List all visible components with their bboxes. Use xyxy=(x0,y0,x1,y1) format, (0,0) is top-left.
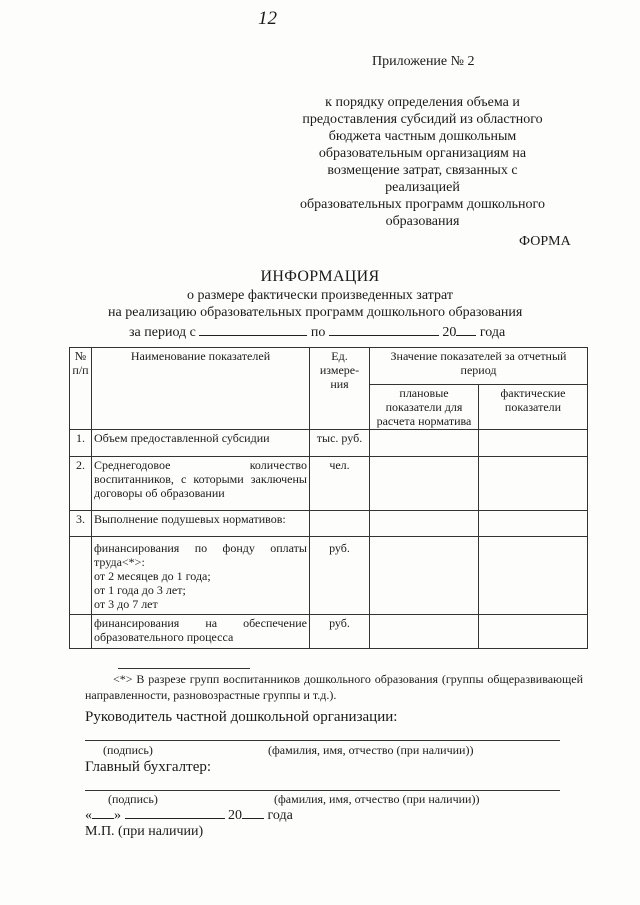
head-signature-label: Руководитель частной дошкольной организации: xyxy=(85,709,398,725)
planned-cell[interactable] xyxy=(370,537,479,615)
head-name-caption: (фамилия, имя, отчество (при наличии)) xyxy=(268,743,474,757)
table-row xyxy=(70,537,588,615)
reporting-period-line xyxy=(129,322,505,341)
page-number: 12 xyxy=(258,8,277,29)
footnote: <*> В разрезе групп воспитанников дошкольного образования (группы общеразвивающей направленности, разновозрастные группы и т.д.). xyxy=(85,672,583,702)
period-year-suffix: года xyxy=(479,325,506,340)
row-num: 1. xyxy=(70,430,92,457)
period-to-label: по xyxy=(310,325,326,340)
table-row xyxy=(70,615,588,649)
row-unit: тыс. руб. xyxy=(310,430,370,457)
actual-cell[interactable] xyxy=(479,457,588,511)
appendix-line: образовательным организациям на xyxy=(318,146,527,161)
footnote-divider xyxy=(118,668,250,669)
planned-cell[interactable] xyxy=(370,430,479,457)
indicators-table xyxy=(69,347,588,649)
header-unit: Ед. измере-ния xyxy=(310,348,370,430)
row-subitem: от 2 месяцев до 1 года; xyxy=(94,569,211,583)
accountant-signature-line[interactable] xyxy=(85,790,560,791)
date-day-field[interactable] xyxy=(92,806,114,819)
document-subtitle-line2: на реализацию образовательных программ дошкольного образования xyxy=(108,305,523,320)
appendix-line: образовательных программ дошкольного xyxy=(300,197,545,212)
row-subitem: от 3 до 7 лет xyxy=(94,597,158,611)
accountant-signature-label: Главный бухгалтер: xyxy=(85,759,212,775)
row-num xyxy=(70,537,92,615)
table-row xyxy=(70,457,588,511)
appendix-line: образования xyxy=(385,214,460,229)
planned-cell[interactable] xyxy=(370,511,479,537)
date-year-suffix: года xyxy=(267,808,293,823)
row-name xyxy=(92,537,310,615)
period-year-field[interactable] xyxy=(456,322,476,336)
actual-cell[interactable] xyxy=(479,430,588,457)
date-year-field[interactable] xyxy=(242,806,264,819)
actual-cell[interactable] xyxy=(479,615,588,649)
head-signature-line[interactable] xyxy=(85,740,560,741)
stamp-place-label: М.П. (при наличии) xyxy=(85,824,204,839)
header-actual: фактические показатели xyxy=(479,385,588,430)
row-unit xyxy=(310,511,370,537)
form-label: ФОРМА xyxy=(519,234,571,249)
row-num xyxy=(70,615,92,649)
period-prefix: за период с xyxy=(129,325,196,340)
period-end-field[interactable] xyxy=(329,322,439,336)
row-subitem: от 1 года до 3 лет; xyxy=(94,583,186,597)
row-num: 3. xyxy=(70,511,92,537)
date-year-prefix: 20 xyxy=(228,808,242,823)
actual-cell[interactable] xyxy=(479,537,588,615)
appendix-title: Приложение № 2 xyxy=(372,54,475,69)
appendix-line: к порядку определения объема и xyxy=(325,95,520,110)
header-planned: плановые показатели для расчета норматива xyxy=(370,385,479,430)
table-row xyxy=(70,430,588,457)
table-row xyxy=(70,511,588,537)
accountant-sign-caption: (подпись) xyxy=(108,792,158,806)
appendix-line: бюджета частным дошкольным xyxy=(328,129,517,144)
document-title: ИНФОРМАЦИЯ xyxy=(260,268,380,285)
header-values-group: Значение показателей за отчетный период xyxy=(370,348,588,385)
planned-cell[interactable] xyxy=(370,615,479,649)
row-unit: руб. xyxy=(310,537,370,615)
planned-cell[interactable] xyxy=(370,457,479,511)
date-close-quote: » xyxy=(114,808,121,823)
document-subtitle-line1: о размере фактически произведенных затрат xyxy=(187,288,453,303)
period-year-prefix: 20 xyxy=(442,325,457,340)
appendix-line: предоставления субсидий из областного xyxy=(302,112,543,127)
appendix-line: возмещение затрат, связанных с реализацией xyxy=(327,163,518,195)
row-unit: руб. xyxy=(310,615,370,649)
row-unit: чел. xyxy=(310,457,370,511)
row-name: финансирования на обеспечение образовательного процесса xyxy=(92,615,310,649)
date-open-quote: « xyxy=(85,808,92,823)
row-name: Среднегодовое количество воспитанников, с которыми заключены договоры об образовании xyxy=(92,457,310,511)
row-name-main: финансирования по фонду оплаты труда<*>: xyxy=(94,541,307,569)
row-num: 2. xyxy=(70,457,92,511)
period-start-field[interactable] xyxy=(199,322,307,336)
head-sign-caption: (подпись) xyxy=(103,743,153,757)
actual-cell[interactable] xyxy=(479,511,588,537)
row-name: Выполнение подушевых нормативов: xyxy=(92,511,310,537)
row-name: Объем предоставленной субсидии xyxy=(92,430,310,457)
header-name: Наименование показателей xyxy=(92,348,310,430)
signing-date-line xyxy=(85,806,293,824)
date-month-field[interactable] xyxy=(125,806,225,819)
appendix-description xyxy=(290,94,555,230)
header-num: № п/п xyxy=(70,348,92,430)
accountant-name-caption: (фамилия, имя, отчество (при наличии)) xyxy=(274,792,480,806)
